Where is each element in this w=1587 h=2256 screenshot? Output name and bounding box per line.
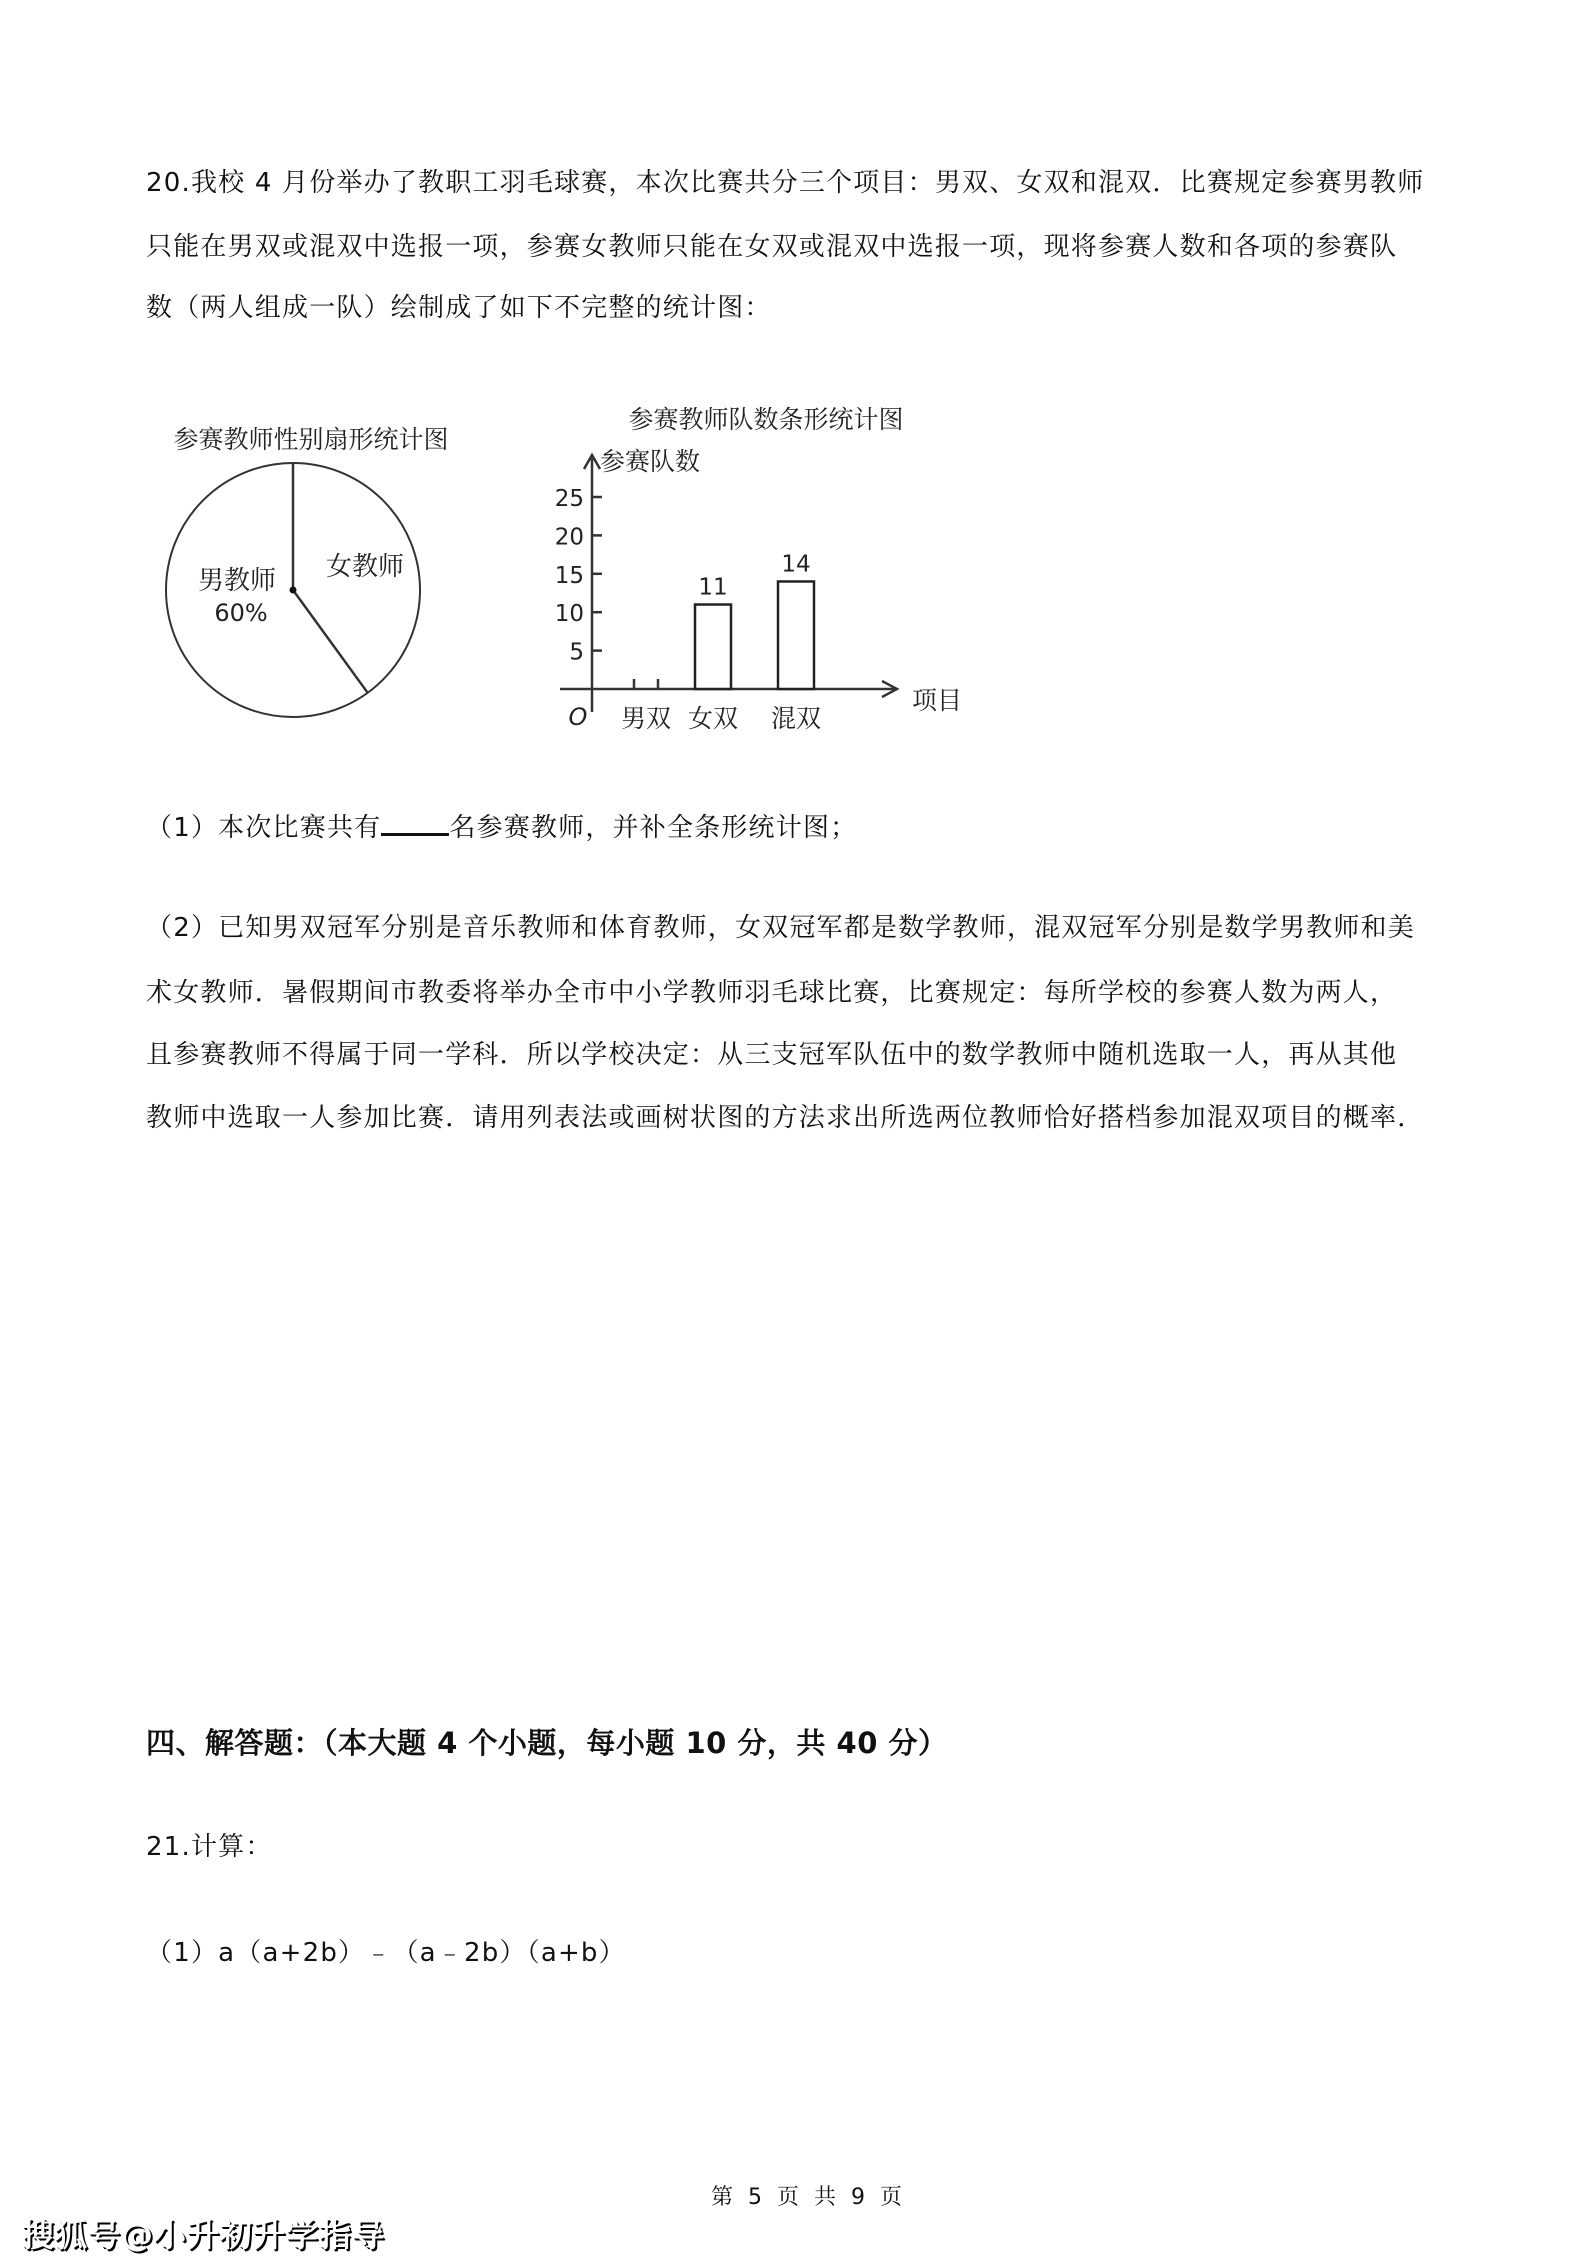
bars: [634, 551, 814, 689]
y-tick-label: 25: [554, 486, 584, 512]
pie-chart: [166, 425, 449, 717]
bar-value-label: 14: [781, 551, 811, 578]
question-21-title: 21.计算：: [146, 1832, 273, 1862]
pie-slice-percent-male: 60%: [214, 599, 268, 627]
question-20-line-2: 只能在男双或混双中选报一项，参赛女教师只能在女双或混双中选报一项，现将参赛人数和各项的参赛队: [146, 232, 1398, 262]
figures: [0, 0, 1587, 800]
x-tick-label: 混双: [770, 704, 822, 733]
pie-slice-boundary-split: [293, 590, 368, 693]
y-tick-label: 10: [554, 601, 584, 628]
bar-chart: [555, 405, 962, 733]
x-tick-label: 男双: [620, 704, 672, 733]
question-20-line-1: 20.我校 4 月份举办了教职工羽毛球赛，本次比赛共分三个项目：男双、女双和混双．比赛规定参赛男教师: [146, 168, 1425, 198]
pie-center-dot: [290, 587, 297, 594]
pie-slice-label-male: 男教师: [197, 566, 277, 596]
y-axis-label: 参赛队数: [600, 447, 701, 476]
bar-value-label: 11: [698, 574, 728, 601]
section-heading: 四、解答题：（本大题 4 个小题，每小题 10 分，共 40 分）: [146, 1726, 948, 1760]
y-ticks: [555, 486, 602, 666]
y-tick-label: 15: [554, 562, 584, 589]
pie-slice-label-female: 女教师: [325, 552, 405, 582]
question-20-part-2-line-2: 术女教师．暑假期间市教委将举办全市中小学教师羽毛球比赛，比赛规定：每所学校的参赛人数为两人，: [146, 978, 1398, 1008]
answer-blank[interactable]: [381, 811, 449, 836]
question-21-part-1: （1）a（a+2b）﹣（a﹣2b）（a+b）: [146, 1938, 626, 1968]
pie-chart-title: 参赛教师性别扇形统计图: [173, 425, 449, 454]
bar-2: [778, 581, 814, 689]
origin-label: O: [568, 703, 588, 731]
x-axis-label: 项目: [912, 686, 963, 715]
y-tick-label: 20: [554, 524, 584, 551]
x-tick-label: 女双: [687, 704, 739, 733]
watermark: 搜狐号@小升初升学指导: [22, 2216, 386, 2254]
question-20-part-2-line-1: （2）已知男双冠军分别是音乐教师和体育教师，女双冠军都是数学教师，混双冠军分别是数学男教师和美: [146, 913, 1415, 943]
page-number: 第 5 页 共 9 页: [711, 2185, 906, 2210]
question-20-line-3: 数（两人组成一队）绘制成了如下不完整的统计图：: [146, 293, 772, 323]
part-1-text-after: 名参赛教师，并补全条形统计图；: [449, 813, 858, 843]
question-20-part-2-line-4: 教师中选取一人参加比赛．请用列表法或画树状图的方法求出所选两位教师恰好搭档参加混双项目的概率．: [146, 1103, 1425, 1133]
question-20-part-1: [146, 811, 857, 844]
question-20-part-2-line-3: 且参赛教师不得属于同一学科．所以学校决定：从三支冠军队伍中的数学教师中随机选取一人，再从其他: [146, 1040, 1398, 1070]
bar-chart-title: 参赛教师队数条形统计图: [628, 405, 904, 434]
y-tick-label: 5: [569, 639, 584, 666]
x-tick-labels: [621, 704, 821, 733]
part-1-text-before: （1）本次比赛共有: [146, 813, 382, 843]
bar-1: [695, 605, 731, 689]
